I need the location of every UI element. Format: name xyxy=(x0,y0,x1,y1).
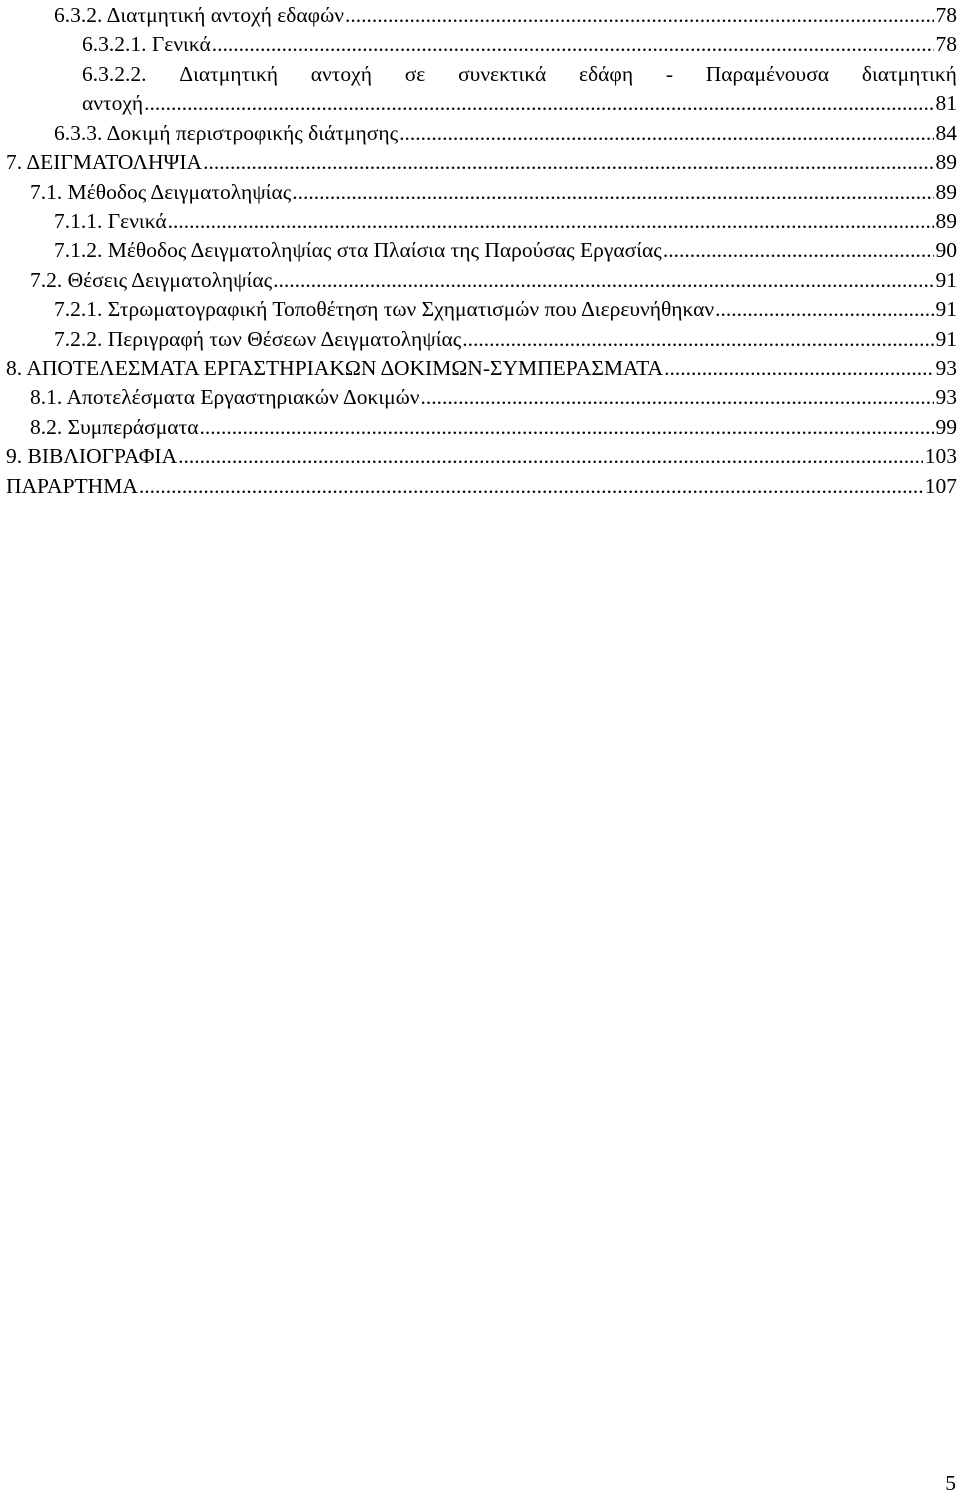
toc-entry-page: 89 xyxy=(935,209,957,233)
toc-entry[interactable] xyxy=(54,324,957,354)
toc-entry-label: 6.3.2.1. Γενικά xyxy=(82,32,211,56)
toc-word: Παραμένουσα xyxy=(705,62,830,86)
toc-entry-page: 93 xyxy=(935,356,957,380)
toc-word: συνεκτικά xyxy=(458,62,547,86)
toc-entry[interactable] xyxy=(6,147,957,177)
dot-leader xyxy=(139,471,923,501)
dot-leader xyxy=(292,177,933,207)
dot-leader xyxy=(715,294,933,324)
toc-word: - xyxy=(665,62,673,86)
toc-entry-label: 6.3.3. Δοκιμή περιστροφικής διάτμησης xyxy=(54,121,399,145)
toc-entry[interactable] xyxy=(6,441,957,471)
toc-entry[interactable] xyxy=(6,471,957,501)
toc-entry-label: 7.2.1. Στρωματογραφική Τοποθέτηση των Σχηματισμών που Διερευνήθηκαν xyxy=(54,297,715,321)
toc-entry-label: 7.2. Θέσεις Δειγματοληψίας xyxy=(30,268,273,292)
dot-leader xyxy=(178,441,923,471)
dot-leader xyxy=(273,265,933,295)
dot-leader xyxy=(144,88,933,118)
dot-leader xyxy=(421,382,934,412)
toc-entry-page: 107 xyxy=(924,474,957,498)
toc-entry[interactable] xyxy=(30,382,957,412)
toc-word: εδάφη xyxy=(579,62,634,86)
dot-leader xyxy=(203,147,933,177)
dot-leader xyxy=(345,0,934,30)
toc-word: σε xyxy=(404,62,426,86)
dot-leader xyxy=(399,118,933,148)
toc-entry[interactable] xyxy=(54,0,957,30)
toc-entry-label: ΠΑΡΑΡΤΗΜΑ xyxy=(6,474,138,498)
toc-entry-label: 6.3.2. Διατμητική αντοχή εδαφών xyxy=(54,3,344,27)
toc-entry-label: αντοχή xyxy=(82,91,144,115)
toc-entry-page: 91 xyxy=(935,327,957,351)
toc-entry-page: 84 xyxy=(935,121,957,145)
toc-entry-label: 7.2.2. Περιγραφή των Θέσεων Δειγματοληψίας xyxy=(54,327,462,351)
toc-entry-label: 8.2. Συμπεράσματα xyxy=(30,415,199,439)
dot-leader xyxy=(212,29,934,59)
toc-entry[interactable] xyxy=(30,412,957,442)
toc-entry[interactable] xyxy=(54,294,957,324)
toc-entry-page: 78 xyxy=(935,32,957,56)
toc-word: Διατμητική xyxy=(179,62,279,86)
toc-entry-page: 91 xyxy=(935,268,957,292)
toc-entry-page: 78 xyxy=(935,3,957,27)
toc-word: 6.3.2.2. xyxy=(82,62,147,86)
toc-entry[interactable] xyxy=(54,118,957,148)
toc-entry-page: 81 xyxy=(935,91,957,115)
toc-entry-page: 93 xyxy=(935,385,957,409)
toc-entry[interactable] xyxy=(6,353,957,383)
toc-entry-label: 7.1. Μέθοδος Δειγματοληψίας xyxy=(30,180,292,204)
dot-leader xyxy=(168,206,934,236)
toc-entry-label: 7.1.1. Γενικά xyxy=(54,209,167,233)
page-number: 5 xyxy=(945,1471,956,1495)
toc-entry-label: 8.1. Αποτελέσματα Εργαστηριακών Δοκιμών xyxy=(30,385,420,409)
toc-entry-wrapped-line[interactable] xyxy=(82,59,957,89)
toc-entry[interactable] xyxy=(30,177,957,207)
toc-entry-page: 91 xyxy=(935,297,957,321)
dot-leader xyxy=(462,324,933,354)
dot-leader xyxy=(664,353,933,383)
toc-word: αντοχή xyxy=(310,62,372,86)
toc-entry-page: 99 xyxy=(935,415,957,439)
toc-entry-page: 103 xyxy=(924,444,957,468)
toc-entry-label: 7. ΔΕΙΓΜΑΤΟΛΗΨΙΑ xyxy=(6,150,203,174)
toc-entry[interactable] xyxy=(82,29,957,59)
toc-entry-label: 8. ΑΠΟΤΕΛΕΣΜΑΤΑ ΕΡΓΑΣΤΗΡΙΑΚΩΝ ΔΟΚΙΜΩΝ-ΣΥΜΠΕΡΑΣΜΑΤΑ xyxy=(6,356,664,380)
toc-word: διατμητική xyxy=(861,62,957,86)
toc-entry-page: 89 xyxy=(935,150,957,174)
dot-leader xyxy=(199,412,933,442)
toc-entry[interactable] xyxy=(82,88,957,118)
toc-entry-page: 89 xyxy=(935,180,957,204)
toc-entry-label: 7.1.2. Μέθοδος Δειγματοληψίας στα Πλαίσια της Παρούσας Εργασίας xyxy=(54,238,662,262)
toc-entry-page: 90 xyxy=(935,238,957,262)
dot-leader xyxy=(663,235,934,265)
toc-entry[interactable] xyxy=(54,206,957,236)
toc-entry[interactable] xyxy=(54,235,957,265)
toc-entry[interactable] xyxy=(30,265,957,295)
toc-entry-label: 9. ΒΙΒΛΙΟΓΡΑΦΙΑ xyxy=(6,444,178,468)
